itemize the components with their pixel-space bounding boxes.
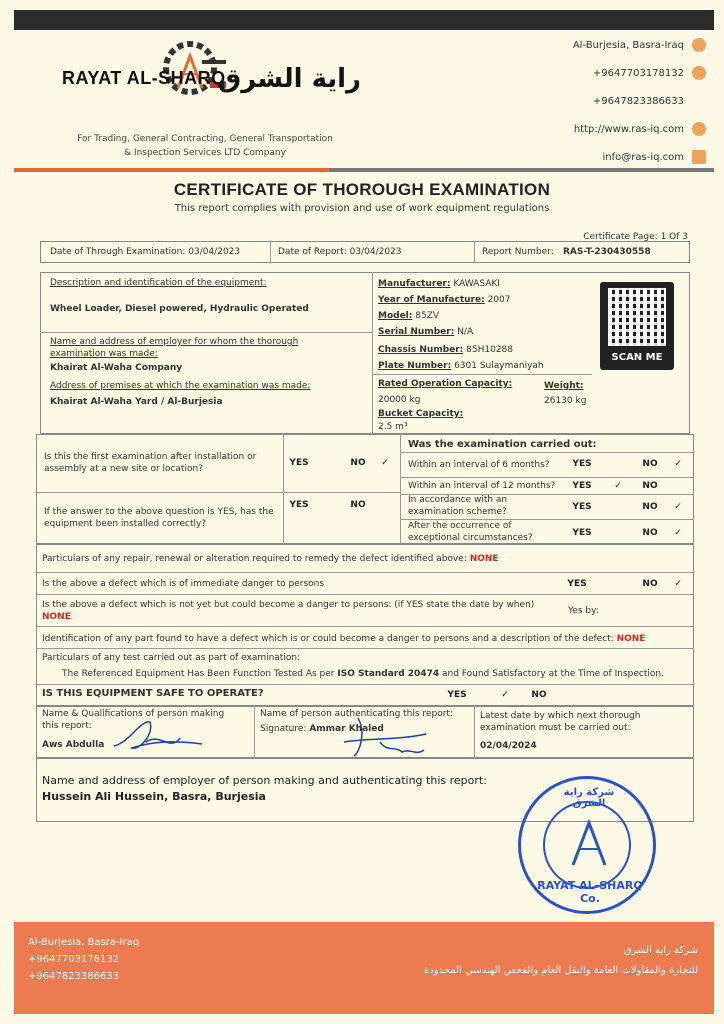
contact-text: +9647823386633	[592, 95, 684, 107]
year-label: Year of Manufacture:	[378, 295, 485, 305]
test-standard: ISO Standard 20474	[337, 669, 440, 679]
divider	[40, 332, 372, 333]
chassis-value: 85H10288	[466, 345, 514, 355]
model-value: 85ZV	[415, 311, 440, 321]
carried-out-title: Was the examination carried out:	[408, 439, 597, 450]
manufacturer-label: Manufacturer:	[378, 279, 451, 289]
divider	[36, 648, 694, 649]
phone-icon	[692, 94, 706, 108]
premises-value: Khairat Al-Waha Yard / Al-Burjesia	[50, 397, 223, 407]
q1-yes[interactable]: YES	[289, 458, 309, 468]
interval-6-label: Within an interval of 6 months?	[408, 460, 550, 470]
test-value-a: The Referenced Equipment Has Been Function Tested As per	[62, 669, 335, 679]
bucket-value: 2.5 m³	[378, 422, 408, 432]
maker-value: Aws Abdulla	[42, 740, 105, 750]
interval-12-label: Within an interval of 12 months?	[408, 481, 556, 491]
globe-icon	[692, 122, 706, 136]
contact-text: +9647703178132	[592, 67, 684, 79]
divider	[36, 594, 694, 595]
certificate-subtitle: This report complies with provision and use of work equipment regulations	[174, 203, 550, 214]
divider	[36, 626, 694, 627]
interval-12-yes[interactable]: YES	[572, 481, 592, 491]
q2-yes[interactable]: YES	[289, 500, 309, 510]
location-icon	[692, 38, 706, 52]
contact-text: info@ras-iq.com	[602, 151, 684, 163]
divider	[474, 706, 475, 758]
certificate-title: CERTIFICATE OF THOROUGH EXAMINATION	[173, 180, 551, 199]
divider	[372, 272, 373, 434]
employer-label: Name and address of employer for whom the thorough examination was made:	[50, 337, 299, 359]
plate-row	[378, 360, 544, 372]
q1-check: ✓	[381, 458, 389, 468]
defects-block	[36, 544, 694, 706]
divider	[36, 572, 694, 573]
capacity-label: Rated Operation Capacity:	[378, 379, 513, 389]
auth-prefix: Signature:	[260, 724, 307, 734]
interval-6-check: ✓	[674, 459, 682, 469]
scan-me-label: SCAN ME	[611, 352, 663, 363]
qr-pattern	[608, 288, 666, 346]
year-value: 2007	[487, 295, 511, 305]
plate-value: 6301 Sulaymaniyah	[454, 361, 544, 371]
stamp-text: RAYAT AL-SHARQ Co.	[537, 879, 643, 905]
interval-12-check: ✓	[614, 481, 622, 491]
model-row	[378, 310, 439, 322]
employer-value: Khairat Al-Waha Company	[50, 363, 183, 373]
auth-value: Ammar Khaled	[309, 724, 384, 734]
year-row	[378, 294, 510, 306]
divider	[372, 374, 592, 375]
divider	[270, 241, 271, 263]
immediate-label: Is the above a defect which is of immediate danger to persons	[42, 579, 325, 589]
company-stamp	[518, 776, 656, 914]
contact-location	[573, 38, 706, 52]
contact-website	[574, 122, 706, 136]
divider	[474, 241, 475, 263]
manufacturer-value: KAWASAKI	[453, 279, 500, 289]
bucket-label: Bucket Capacity:	[378, 409, 464, 419]
tagline-line-2: & Inspection Services LTD Company	[124, 148, 286, 158]
footer-arabic-desc: للتجارة والمقاولات العامة والنقل العام والفحص الهندسي المحدودة	[424, 965, 698, 976]
chassis-label: Chassis Number:	[378, 345, 464, 355]
test-value-b: and Found Satisfactory at the Time of Inspection.	[441, 669, 664, 679]
q1-no[interactable]: NO	[350, 458, 366, 468]
certificate-page: Certificate Page: 1 Of 3	[583, 232, 688, 242]
serial-label: Serial Number:	[378, 327, 455, 337]
contact-phone-1	[593, 66, 706, 80]
mail-icon	[692, 150, 706, 164]
divider	[36, 684, 694, 685]
header-divider	[14, 168, 714, 172]
repair-label: Particulars of any repair, renewal or alteration required to remedy the defect identified above:	[42, 554, 467, 564]
divider	[400, 452, 694, 453]
exam-date: Date of Through Examination: 03/04/2023	[50, 247, 241, 257]
divider	[400, 434, 401, 544]
scheme-yes[interactable]: YES	[572, 502, 592, 512]
identification-row	[42, 633, 645, 645]
maker-label: Name & Qualifications of person making this report:	[42, 709, 225, 731]
auth-signature	[330, 712, 440, 760]
exceptional-no[interactable]: NO	[642, 528, 658, 538]
immediate-no[interactable]: NO	[642, 579, 658, 589]
immediate-yes[interactable]: YES	[567, 579, 587, 589]
maker-signature	[110, 712, 230, 756]
scheme-no[interactable]: NO	[642, 502, 658, 512]
report-number-label: Report Number:	[482, 247, 554, 257]
equipment-desc-label: Description and identification of the equipment:	[50, 278, 267, 288]
identification-label: Identification of any part found to have a defect which is or could become a danger to persons and a description of the defect:	[42, 634, 614, 644]
divider	[36, 492, 400, 493]
serial-row	[378, 326, 473, 338]
exceptional-yes[interactable]: YES	[572, 528, 592, 538]
future-value: NONE	[42, 612, 71, 622]
weight-value: 26130 kg	[544, 396, 587, 406]
report-date: Date of Report: 03/04/2023	[278, 247, 402, 257]
signer-employer-label: Name and address of employer of person making and authenticating this report:	[42, 774, 487, 787]
safe-label: IS THIS EQUIPMENT SAFE TO OPERATE?	[42, 688, 264, 699]
interval-6-no[interactable]: NO	[642, 459, 658, 469]
serial-value: N/A	[457, 327, 474, 337]
manufacturer-row	[378, 278, 500, 290]
equipment-desc: Wheel Loader, Diesel powered, Hydraulic Operated	[50, 304, 309, 314]
future-label: Is the above a defect which is not yet but could become a danger to persons: (if YES state the date by when)	[42, 600, 535, 610]
contact-text: Al-Burjesia, Basra-Iraq	[572, 39, 684, 51]
qr-code[interactable]	[600, 282, 674, 370]
premises-label: Address of premises at which the examination was made:	[50, 381, 311, 391]
contact-email	[603, 150, 706, 164]
company-name: RAYAT AL-SHARQ	[62, 68, 226, 88]
exceptional-label: After the occurrence of exceptional circumstances?	[408, 521, 533, 543]
repair-value: NONE	[469, 554, 499, 564]
stamp-derrick-icon	[567, 819, 611, 869]
next-exam-date: 02/04/2024	[480, 741, 537, 751]
phone-icon	[692, 66, 706, 80]
footer-address: Al-Burjesia, Basra-Iraq	[28, 937, 140, 948]
next-exam-label: Latest date by which next thorough examination must be carried out:	[480, 711, 641, 733]
test-value	[62, 668, 664, 680]
footer-phone-1: +9647703178132	[28, 954, 120, 965]
tagline-line-1: For Trading, General Contracting, General Transportation	[77, 134, 333, 144]
company-name-arabic: راية الشرق	[218, 64, 362, 94]
contact-text: http://www.ras-iq.com	[573, 123, 684, 135]
footer-phone-2: +9647823386633	[28, 971, 120, 982]
plate-label: Plate Number:	[378, 361, 452, 371]
auth-label: Name of person authenticating this report:	[260, 709, 453, 719]
interval-6-yes[interactable]: YES	[572, 459, 592, 469]
question-first-exam: Is this the first examination after installation or assembly at a new site or location?	[44, 452, 257, 474]
model-label: Model:	[378, 311, 413, 321]
exceptional-check: ✓	[674, 528, 682, 538]
company-tagline	[60, 132, 350, 160]
yes-by-label: Yes by:	[568, 606, 599, 616]
divider	[254, 706, 255, 758]
interval-12-no[interactable]: NO	[642, 481, 658, 491]
q2-no[interactable]: NO	[350, 500, 366, 510]
header-top-bar	[14, 10, 714, 30]
question-installed: If the answer to the above question is YES, has the equipment been installed correctly?	[44, 507, 274, 529]
safe-yes[interactable]: YES	[447, 690, 467, 700]
contact-phone-2	[593, 94, 706, 108]
immediate-check: ✓	[674, 579, 682, 589]
safe-check: ✓	[501, 690, 509, 700]
report-number: RAS-T-230430558	[563, 247, 651, 257]
divider	[283, 434, 284, 544]
weight-label: Weight:	[544, 381, 584, 391]
stamp-text-arabic: شركة راية الشرق	[563, 787, 615, 809]
scheme-label: In accordance with an examination scheme?	[408, 495, 508, 517]
future-row	[42, 599, 542, 623]
test-label: Particulars of any test carried out as part of examination:	[42, 653, 301, 663]
scheme-check: ✓	[674, 502, 682, 512]
chassis-row	[378, 344, 513, 356]
repair-row	[42, 553, 499, 565]
footer-arabic-name: شركة راية الشرق	[623, 945, 698, 956]
signer-employer-value: Hussein Ali Hussein, Basra, Burjesia	[42, 790, 266, 803]
identification-value: NONE	[616, 634, 646, 644]
capacity-value: 20000 kg	[378, 395, 421, 405]
safe-no[interactable]: NO	[531, 690, 547, 700]
